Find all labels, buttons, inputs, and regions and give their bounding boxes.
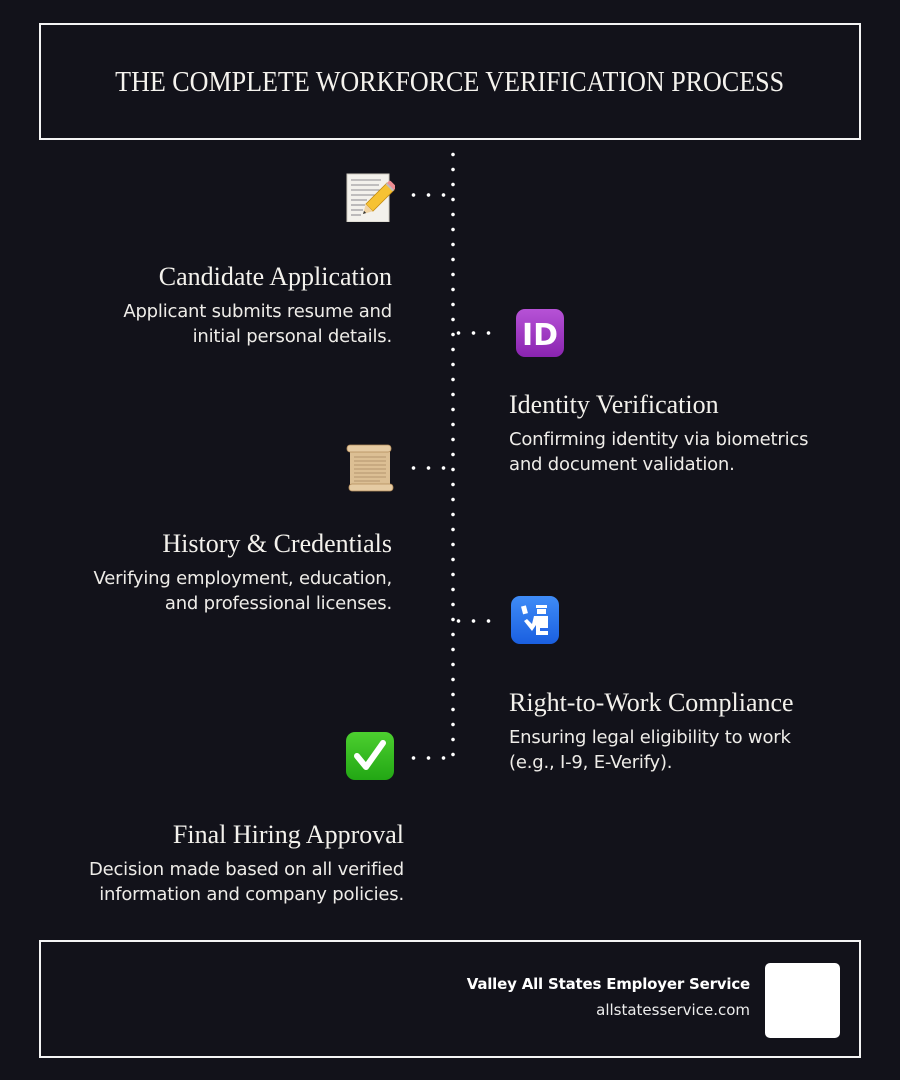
step-identity-verification — [509, 389, 808, 477]
step-description — [94, 566, 392, 616]
step-description-line: (e.g., I-9, E-Verify). — [509, 752, 673, 773]
check-mark-button-icon — [345, 731, 395, 781]
connector-step-3 — [406, 466, 455, 470]
step-description — [123, 299, 392, 349]
company-url[interactable]: allstatesservice.com — [596, 1001, 750, 1019]
passport-control-icon — [510, 595, 560, 645]
step-description — [509, 427, 808, 477]
id-button-icon — [515, 308, 565, 358]
step-description-line: and document validation. — [509, 454, 735, 475]
step-description-line: information and company policies. — [99, 884, 404, 905]
step-description — [89, 857, 404, 907]
scroll-icon — [345, 443, 395, 493]
step-history-credentials — [94, 528, 392, 616]
step-title: Right-to-Work Compliance — [509, 688, 794, 717]
timeline-dotted-line — [451, 147, 455, 764]
company-logo-placeholder — [765, 963, 840, 1038]
memo-pencil-icon — [345, 172, 395, 222]
step-description-line: Ensuring legal eligibility to work — [509, 727, 791, 748]
step-title: Final Hiring Approval — [172, 820, 404, 849]
svg-text:ID: ID — [521, 318, 559, 353]
step-right-to-work-compliance — [509, 687, 794, 775]
connector-step-2 — [451, 331, 500, 335]
connector-step-1 — [406, 193, 455, 197]
footer-text — [467, 975, 750, 1019]
company-name: Valley All States Employer Service — [466, 975, 750, 993]
footer-box — [39, 940, 861, 1058]
step-title: Candidate Application — [158, 262, 392, 291]
step-description-line: initial personal details. — [192, 326, 392, 347]
step-final-hiring-approval — [89, 819, 404, 907]
step-description-line: Verifying employment, education, — [93, 568, 392, 589]
step-description-line: Applicant submits resume and — [123, 301, 392, 322]
connector-step-5 — [406, 756, 455, 760]
header-box — [39, 23, 861, 140]
step-title: History & Credentials — [162, 529, 392, 558]
connector-step-4 — [451, 619, 500, 623]
step-candidate-application — [123, 261, 392, 349]
step-title: Identity Verification — [509, 390, 719, 419]
step-description-line: Confirming identity via biometrics — [509, 429, 809, 450]
step-description-line: Decision made based on all verified — [88, 859, 404, 880]
page-title: THE COMPLETE WORKFORCE VERIFICATION PROCESS — [115, 66, 785, 98]
step-description — [509, 725, 794, 775]
step-description-line: and professional licenses. — [164, 593, 392, 614]
